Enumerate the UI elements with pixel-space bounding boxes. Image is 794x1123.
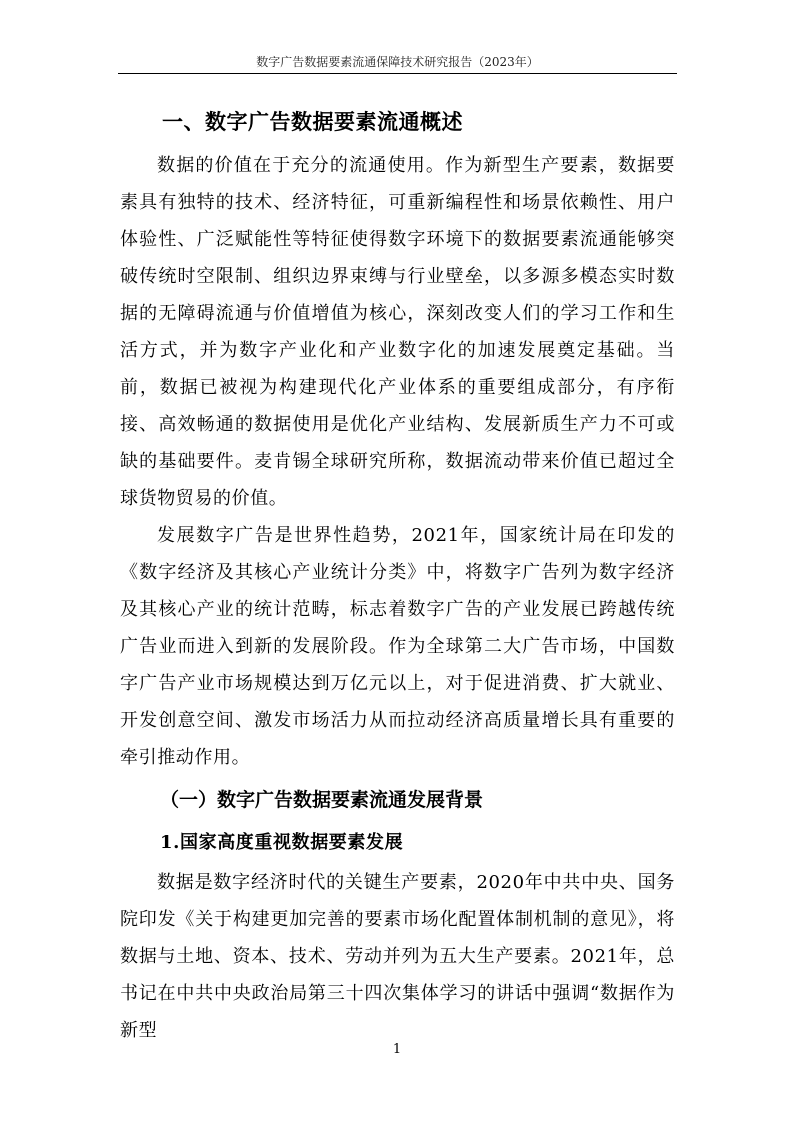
paragraph-data-factor: 数据是数字经济时代的关键生产要素，2020年中共中央、国务院印发《关于构建更加完善的要素市场化配置体制机制的意见》，将数据与土地、资本、技术、劳动并列为五大生产要素。2021年，总书记在中共中央政治局第三十四次集体学习的讲话中强调“数据作为新型: [120, 872, 675, 1041]
section-heading: 一、数字广告数据要素流通概述: [162, 110, 463, 134]
header-rule: [118, 73, 677, 74]
running-header: 数字广告数据要素流通保障技术研究报告（2023年）: [256, 55, 539, 69]
page-body: [120, 100, 675, 1049]
page-number: 1: [392, 1042, 402, 1057]
paragraph-digital-ad-trend: 发展数字广告是世界性趋势，2021年，国家统计局在印发的《数字经济及其核心产业统计分类》中，将数字广告列为数字经济及其核心产业的统计范畴，标志着数字广告的产业发展已跨越传统广告业而进入到新的发展阶段。作为全球第二大广告市场，中国数字广告产业市场规模达到万亿元以上，对于促进消费、扩大就业、开发创意空间、激发市场活力从而拉动经济高质量增长具有重要的牵引推动作用。: [120, 525, 675, 768]
item-heading: 1.国家高度重视数据要素发展: [160, 832, 404, 853]
paragraph-data-value: 数据的价值在于充分的流通使用。作为新型生产要素，数据要素具有独特的技术、经济特征，可重新编程性和场景依赖性、用户体验性、广泛赋能性等特征使得数字环境下的数据要素流通能够突破传统时空限制、组织边界束缚与行业壁垒，以多源多模态实时数据的无障碍流通与价值增值为核心，深刻改变人们的学习工作和生活方式，并为数字产业化和产业数字化的加速发展奠定基础。当前，数据已被视为构建现代化产业体系的重要组成部分，有序衔接、高效畅通的数据使用是优化产业结构、发展新质生产力不可或缺的基础要件。麦肯锡全球研究所称，数据流动带来价值已超过全球货物贸易的价值。: [120, 155, 675, 509]
subsection-heading: （一）数字广告数据要素流通发展背景: [160, 789, 484, 811]
